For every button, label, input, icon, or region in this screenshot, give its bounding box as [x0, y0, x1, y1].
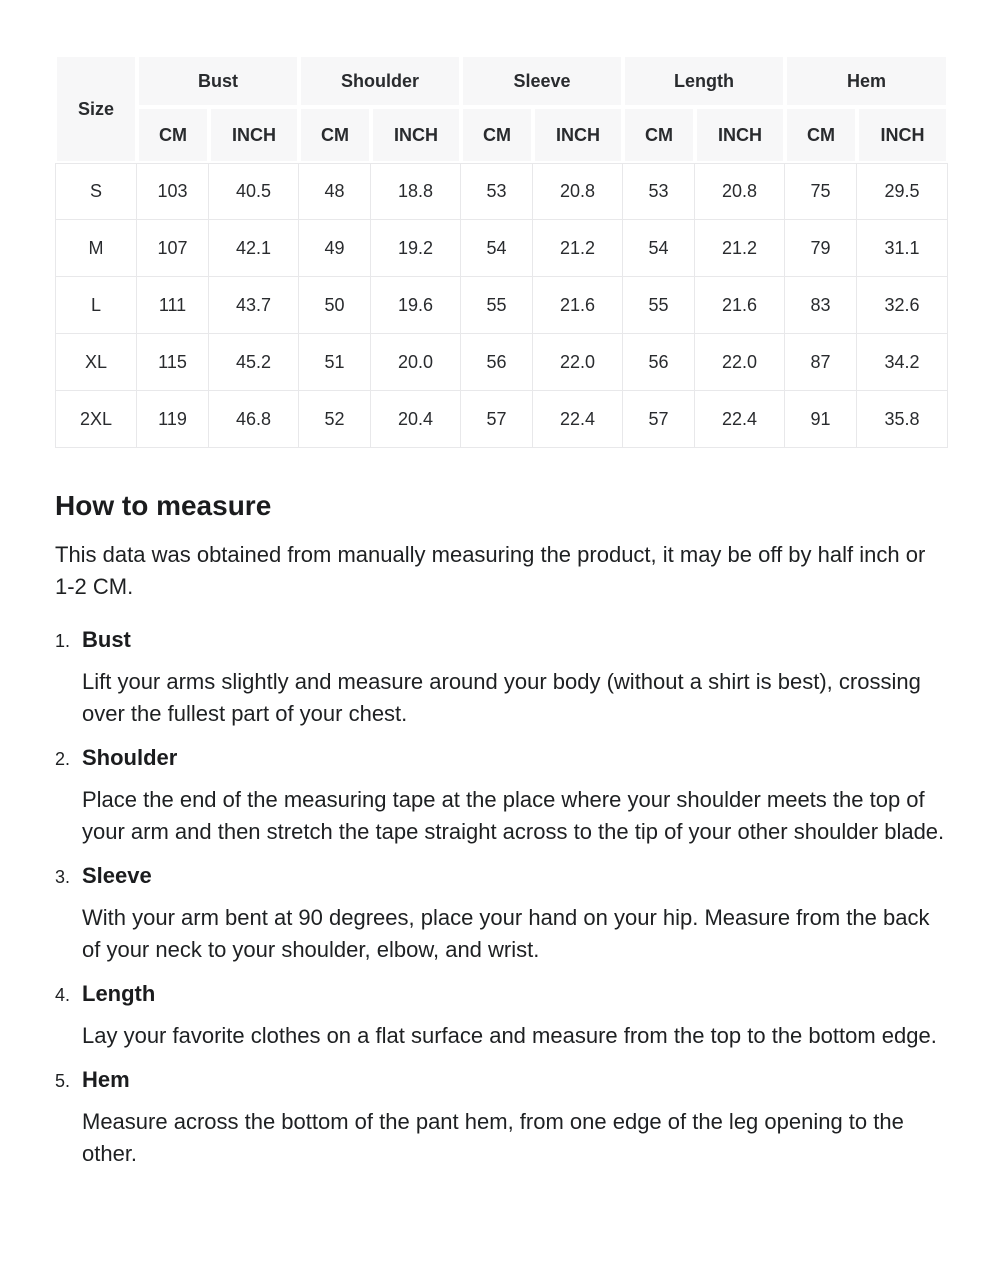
measurement-cell: 83: [785, 277, 857, 334]
size-column-header: Size: [55, 55, 137, 163]
unit-header-cm: CM: [299, 107, 371, 163]
measurement-cell: 57: [461, 391, 533, 448]
group-header-hem: Hem: [785, 55, 948, 107]
measure-step-sleeve: [55, 863, 948, 966]
unit-header-inch: INCH: [695, 107, 785, 163]
measurement-cell: 20.8: [533, 163, 623, 220]
measurement-cell: 56: [461, 334, 533, 391]
measurement-cell: 22.0: [695, 334, 785, 391]
measurement-cell: 56: [623, 334, 695, 391]
step-number: 5.: [55, 1071, 71, 1092]
measurement-cell: 75: [785, 163, 857, 220]
measurement-cell: 51: [299, 334, 371, 391]
measurement-cell: 46.8: [209, 391, 299, 448]
how-to-measure-heading: How to measure: [55, 490, 272, 521]
measurement-cell: 40.5: [209, 163, 299, 220]
table-row-2xl: [55, 391, 948, 448]
unit-header-cm: CM: [785, 107, 857, 163]
measurement-cell: 91: [785, 391, 857, 448]
table-row-l: [55, 277, 948, 334]
unit-header-inch: INCH: [209, 107, 299, 163]
table-row-xl: [55, 334, 948, 391]
measurement-cell: 42.1: [209, 220, 299, 277]
step-title: Hem: [82, 1067, 130, 1093]
measurement-cell: 48: [299, 163, 371, 220]
measurement-cell: 107: [137, 220, 209, 277]
measurement-cell: 21.2: [695, 220, 785, 277]
measurement-cell: 111: [137, 277, 209, 334]
measure-step-shoulder: [55, 745, 948, 848]
size-cell: XL: [55, 334, 137, 391]
measurement-cell: 103: [137, 163, 209, 220]
step-description: With your arm bent at 90 degrees, place your hand on your hip. Measure from the back of your neck to your shoulder, elbow, and wrist.: [82, 905, 930, 963]
measurement-cell: 45.2: [209, 334, 299, 391]
measurement-cell: 52: [299, 391, 371, 448]
measurement-cell: 20.0: [371, 334, 461, 391]
unit-header-inch: INCH: [857, 107, 948, 163]
unit-header-cm: CM: [461, 107, 533, 163]
measurement-cell: 49: [299, 220, 371, 277]
step-number: 4.: [55, 985, 71, 1006]
unit-header-inch: INCH: [533, 107, 623, 163]
measurement-cell: 29.5: [857, 163, 948, 220]
measurement-cell: 31.1: [857, 220, 948, 277]
measurement-cell: 55: [461, 277, 533, 334]
measurement-cell: 20.4: [371, 391, 461, 448]
group-header-shoulder: Shoulder: [299, 55, 461, 107]
step-number: 3.: [55, 867, 71, 888]
measure-intro-text: This data was obtained from manually measuring the product, it may be off by half inch or 1-2 CM.: [55, 542, 926, 600]
size-cell: M: [55, 220, 137, 277]
measurement-cell: 57: [623, 391, 695, 448]
step-title: Length: [82, 981, 156, 1007]
measurement-cell: 34.2: [857, 334, 948, 391]
step-description: Lay your favorite clothes on a flat surface and measure from the top to the bottom edge.: [82, 1023, 937, 1049]
table-row-m: [55, 220, 948, 277]
step-description: Measure across the bottom of the pant hem, from one edge of the leg opening to the other.: [82, 1109, 904, 1167]
measurement-cell: 21.6: [695, 277, 785, 334]
step-title: Shoulder: [82, 745, 178, 771]
measurement-cell: 119: [137, 391, 209, 448]
measurement-cell: 54: [461, 220, 533, 277]
step-description: Place the end of the measuring tape at the place where your shoulder meets the top of your arm and then stretch the tape straight across to the tip of your other shoulder blade.: [82, 787, 945, 845]
size-cell: L: [55, 277, 137, 334]
measurement-cell: 19.2: [371, 220, 461, 277]
measurement-cell: 53: [623, 163, 695, 220]
measurement-cell: 22.4: [695, 391, 785, 448]
measure-step-length: [55, 981, 948, 1052]
measure-steps-list: [55, 627, 948, 1170]
table-row-s: [55, 163, 948, 220]
unit-header-cm: CM: [623, 107, 695, 163]
measure-step-bust: [55, 627, 948, 730]
group-header-bust: Bust: [137, 55, 299, 107]
measurement-cell: 18.8: [371, 163, 461, 220]
measurement-cell: 21.2: [533, 220, 623, 277]
measurement-cell: 35.8: [857, 391, 948, 448]
size-cell: S: [55, 163, 137, 220]
measurement-cell: 54: [623, 220, 695, 277]
unit-header-row: [55, 107, 948, 163]
step-number: 2.: [55, 749, 71, 770]
measurement-cell: 43.7: [209, 277, 299, 334]
group-header-length: Length: [623, 55, 785, 107]
group-header-row: [55, 55, 948, 107]
measurement-cell: 55: [623, 277, 695, 334]
measurement-cell: 50: [299, 277, 371, 334]
group-header-sleeve: Sleeve: [461, 55, 623, 107]
measurement-cell: 115: [137, 334, 209, 391]
measurement-cell: 22.4: [533, 391, 623, 448]
measurement-cell: 21.6: [533, 277, 623, 334]
measurement-cell: 22.0: [533, 334, 623, 391]
measure-step-hem: [55, 1067, 948, 1170]
size-cell: 2XL: [55, 391, 137, 448]
step-title: Bust: [82, 627, 131, 653]
measurement-cell: 19.6: [371, 277, 461, 334]
measurement-cell: 53: [461, 163, 533, 220]
unit-header-cm: CM: [137, 107, 209, 163]
measurement-cell: 32.6: [857, 277, 948, 334]
measurement-cell: 79: [785, 220, 857, 277]
size-chart-table: [55, 55, 948, 448]
step-number: 1.: [55, 631, 71, 652]
measurement-cell: 87: [785, 334, 857, 391]
step-description: Lift your arms slightly and measure around your body (without a shirt is best), crossing over the fullest part of your chest.: [82, 669, 921, 727]
measurement-cell: 20.8: [695, 163, 785, 220]
step-title: Sleeve: [82, 863, 152, 889]
unit-header-inch: INCH: [371, 107, 461, 163]
